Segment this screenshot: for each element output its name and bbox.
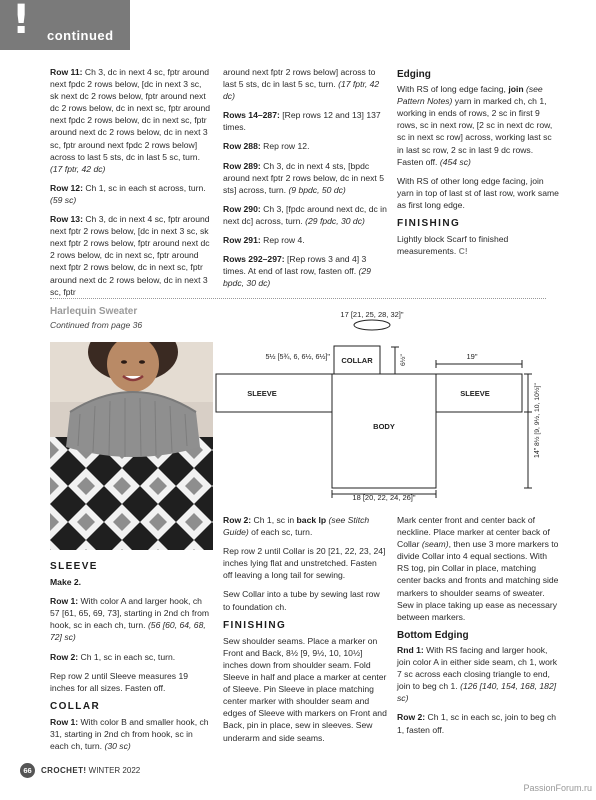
continued-tab <box>0 0 130 50</box>
exclamation-mark: ! <box>12 0 31 43</box>
row-289-paragraph: Row 289: Ch 3, dc in next 4 sts, [bpdc around next fptr 2 rows below, dc in next 5 sts] across, turn. (9 bpdc, 50 dc) <box>223 160 384 195</box>
finishing-heading: FINISHING <box>397 218 461 230</box>
column-5 <box>223 514 387 751</box>
collar-row-1: Row 1: With color B and smaller hook, ch 31, starting in 2nd ch from hook, sc in each ch, turn. (30 sc) <box>50 716 209 752</box>
edging-paragraph-2: With RS of other long edge facing, join yarn in top of last st of last row, work same as first long edge. <box>397 175 559 210</box>
sleeve-length-measure: 19" <box>466 352 478 361</box>
collar-top-ellipse <box>354 320 390 330</box>
row-13-continued: around next fptr 2 rows below] across to last 5 sts, dc in last 5 sc, turn. (17 fptr, 42 dc) <box>223 67 380 102</box>
collar-repeat: Rep row 2 until Collar is 20 [21, 22, 23, 24] inches lying flat and unstretched. Fasten off leaving a long tail for sewing. <box>223 546 386 581</box>
section-divider <box>50 298 546 299</box>
sweater-photo <box>50 342 213 550</box>
continued-label: continued <box>47 28 114 43</box>
sleeve-row-1: Row 1: With color A and larger hook, ch 57 [61, 65, 69, 73], starting in 2nd ch from hook, sc in each ch, turn. (56 [60, 64, 68, 72] sc) <box>50 596 210 643</box>
left-sleeve-label: SLEEVE <box>247 389 277 398</box>
body-label: BODY <box>373 422 395 431</box>
magazine-name: CROCHET! <box>41 766 87 775</box>
column-2 <box>223 66 388 296</box>
body-width-measure: 18 [20, 22, 24, 26]" <box>352 493 416 502</box>
collar-label: COLLAR <box>341 356 373 365</box>
right-sleeve-label: SLEEVE <box>460 389 490 398</box>
row-12-paragraph: Row 12: Ch 1, sc in each st across, turn. (59 sc) <box>50 182 206 205</box>
bottom-edging-heading: Bottom Edging <box>397 629 469 641</box>
finishing-paragraph-2: Sew shoulder seams. Place a marker on Front and Back, 8½ [9, 9½, 10, 10½] inches down from shoulder seam. Fold Sleeve in half and place a marker at center of Sleeve. Pin Sleeve in place matching center marker with shoulder seam and edges of Sleeve with markers on Front and Back, pin in place, sew in sleeves. Sew underarm and side seams. <box>223 635 387 743</box>
column-6 <box>397 514 561 743</box>
column-3 <box>397 66 559 264</box>
collar-heading: COLLAR <box>50 700 101 712</box>
bottom-edging-rnd-1: Rnd 1: With RS facing and larger hook, join color A in either side seam, ch 1, work 7 sc across each closing triangle to end, join to beg ch 1. (126 [140, 154, 168, 182] sc) <box>397 644 558 704</box>
rows-292-297-paragraph: Rows 292–297: [Rep rows 3 and 4] 3 times. At end of last row, fasten off. (29 bpdc, 30 dc) <box>223 254 371 289</box>
collar-width-measure: 5½ [5¾, 6, 6½, 6½]" <box>265 352 330 361</box>
row-13-paragraph: Row 13: Ch 3, dc in next 4 sc, fptr around next fptr 2 rows below, [dc in next 3 sc, sk next fptr 2 rows below, fptr around next dc 2 rows below, dc in next sc, fptr around next fptr 2 rows below, dc in next sc, fptr around next dc 2 rows below, dc in next 3 sc, fptr <box>50 214 210 297</box>
sweater-schematic <box>212 308 552 503</box>
rows-14-287-paragraph: Rows 14–287: [Rep rows 12 and 13] 137 times. <box>223 110 381 133</box>
row-290-paragraph: Row 290: Ch 3, [fpdc around next dc, dc in next dc] across, turn. (29 fpdc, 30 dc) <box>223 203 387 226</box>
page-number: 66 <box>20 763 35 778</box>
continued-from-note: Continued from page 36 <box>50 320 143 330</box>
sleeve-heading: SLEEVE <box>50 561 98 572</box>
body-height-measure: 14" <box>534 447 541 458</box>
sweater-photo-illustration <box>50 342 213 550</box>
collar-markers-paragraph: Mark center front and center back of neckline. Place marker at center back of Collar (seam), then use 3 more markers to divide Collar into 4 equal sections. With RS tog, pin Collar in place, matching center backs and fronts and matching side markers to shoulder seams of sweater. Sew in place taking up ease as necessary between markers. <box>397 515 559 622</box>
edging-heading: Edging <box>397 69 431 80</box>
row-11-paragraph: Row 11: Ch 3, dc in next 4 sc, fptr around next fpdc 2 rows below, [dc in next 3 sc, sk next dc 2 rows below, fptr around next dc 2 rows below, dc in next sc, fptr around next fpdc 2 rows below, dc in next sc, fptr around next dc 2 rows below, dc in next 3 sc, fptr around next fpdc 2 rows below] across to last 5 sts, dc in last 5 sc, turn. (17 fptr, 42 dc) <box>50 67 211 174</box>
edging-paragraph-1: With RS of long edge facing, join (see Pattern Notes) yarn in marked ch, ch 1, working in ends of rows, 2 sc in first 9 rows, sc in next row, [2 sc in next dc row, sc in next sc row] across, working last sc in last sc row, 2 sc in last 9 dc rows. Fasten off. (454 sc) <box>397 84 553 167</box>
sleeve-row-2: Row 2: Ch 1, sc in each sc, turn. <box>50 651 176 662</box>
row-291-paragraph: Row 291: Rep row 4. <box>223 235 305 246</box>
bottom-edging-row-2: Row 2: Ch 1, sc in each sc, join to beg ch 1, fasten off. <box>397 712 557 735</box>
collar-height-measure: 6½" <box>400 354 407 366</box>
watermark: PassionForum.ru <box>523 783 592 793</box>
finishing-paragraph: Lightly block Scarf to finished measurements. C! <box>397 234 509 257</box>
sleeve-make: Make 2. <box>50 577 82 588</box>
body-shape <box>332 374 436 488</box>
collar-row-2: Row 2: Ch 1, sc in back lp (see Stitch Guide) of each sc, turn. <box>223 515 370 538</box>
collar-top-measure: 17 [21, 25, 28, 32]" <box>340 310 404 319</box>
column-1 <box>50 66 212 305</box>
end-mark: C! <box>458 246 468 257</box>
sleeve-repeat: Rep row 2 until Sleeve measures 19 inches for all sizes. Fasten off. <box>50 670 189 693</box>
harlequin-title: Harlequin Sweater <box>50 306 138 317</box>
row-288-paragraph: Row 288: Rep row 12. <box>223 141 310 152</box>
finishing-heading-2: FINISHING <box>223 619 287 631</box>
issue-label: WINTER 2022 <box>88 766 141 775</box>
sleeve-depth-measure: 8½ [9, 9½, 10, 10½]" <box>534 383 541 446</box>
page-footer <box>20 763 140 778</box>
column-4 <box>50 558 213 759</box>
collar-sew: Sew Collar into a tube by sewing last row to foundation ch. <box>223 589 380 612</box>
